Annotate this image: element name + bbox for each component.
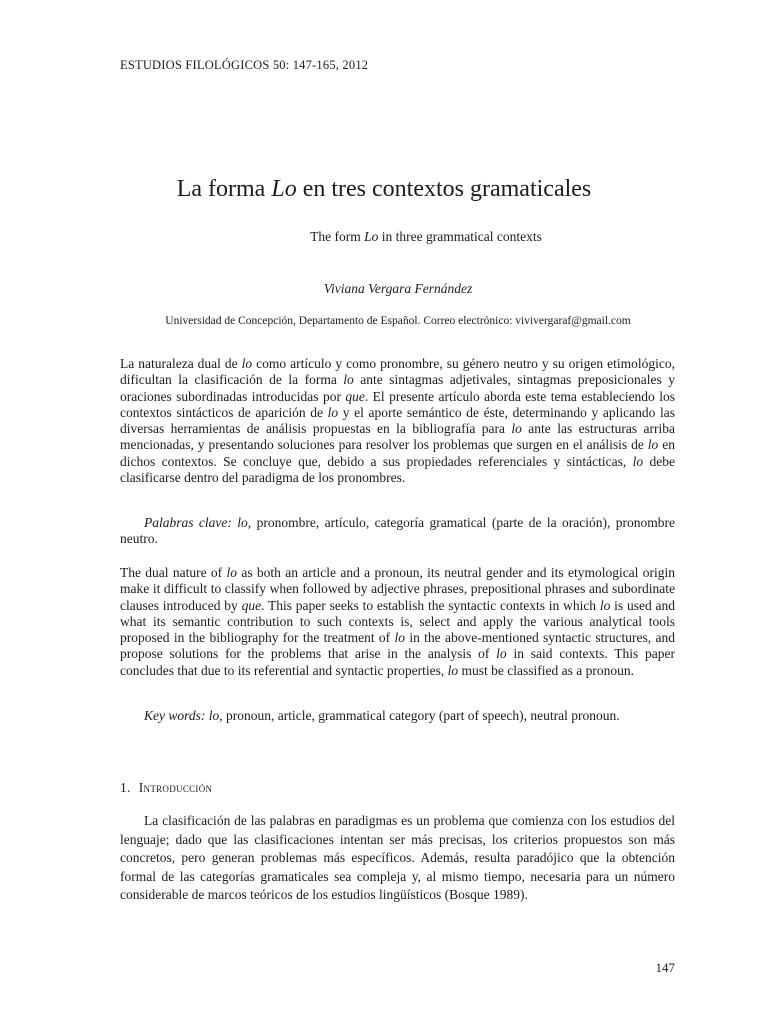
article-subtitle: [0, 229, 768, 245]
italic-term: que: [241, 597, 262, 613]
text-run: is used and what its semantic contribution to such contexts is, select and apply the various analytical tools proposed in the bibliography for the treatment of: [120, 597, 675, 646]
text-run: in the above-mentioned syntactic structures, and propose solutions for the problems that arise in the analysis of: [120, 630, 675, 662]
italic-term: que: [345, 388, 365, 404]
italic-term: lo: [226, 565, 238, 580]
keywords-label: Palabras clave:: [144, 515, 238, 530]
subtitle-italic: Lo: [364, 229, 379, 244]
italic-term: lo: [511, 421, 522, 437]
text-run: as both an article and a pronoun, its neutral gender and its etymological origin make it difficult to classify when followed by adjective phrases, prepositional phrases and subordinate clauses introduced by: [120, 565, 675, 613]
text-run: debe clasificarse dentro del paradigma de los pronombres.: [120, 453, 676, 486]
text-run: The dual nature of: [120, 565, 227, 580]
text-run: ante sintagmas adjetivales, sintagmas preposicionales y oraciones subordinadas introducidas por: [120, 372, 675, 404]
subtitle-pre: The form: [310, 229, 365, 244]
text-run: y el aporte semántico de éste, determinando y aplicando las diversas herramientas de análisis propuestas en la bibliografía para: [120, 404, 675, 437]
text-run: en dichos contextos. Se concluye que, debido a sus propiedades referenciales y sintácticas,: [120, 437, 675, 469]
keywords-english: [120, 708, 675, 724]
keywords-list: , pronombre, artículo, categoría gramatical (parte de la oración), pronombre neutro.: [120, 515, 675, 547]
abstract-english: [120, 565, 675, 679]
author-affiliation: Universidad de Concepción, Departamento de Español. Correo electrónico: vivivergaraf@gmail.com: [165, 315, 631, 327]
title-pre: La forma: [176, 176, 272, 202]
italic-term: lo: [632, 453, 644, 469]
journal-header: ESTUDIOS FILOLÓGICOS 50: 147-165, 2012: [120, 58, 369, 72]
text-run: como artículo y como pronombre, su género neutro y su origen etimológico, dificultan la clasificación de la forma: [120, 356, 675, 388]
italic-term: lo: [599, 597, 611, 613]
title-post: en tres contextos gramaticales: [296, 176, 592, 202]
italic-term: lo: [343, 372, 354, 388]
section-title: Introducción: [138, 780, 213, 795]
keywords-list: , pronoun, article, grammatical category (part of speech), neutral pronoun.: [219, 708, 620, 723]
title-italic: Lo: [271, 176, 297, 202]
keywords-label: Key words:: [144, 708, 209, 723]
italic-term: lo: [208, 708, 220, 723]
subtitle-post: in three grammatical contexts: [378, 229, 542, 244]
page-number: 147: [655, 960, 675, 975]
italic-term: lo: [237, 515, 248, 530]
text-run: . El presente artículo aborda este tema estableciendo los contextos sintácticos de aparición de: [120, 388, 675, 420]
text-run: . This paper seeks to establish the syntactic contexts in which: [261, 597, 600, 613]
italic-term: lo: [327, 404, 339, 420]
article-title: [0, 172, 768, 206]
italic-term: lo: [447, 662, 459, 678]
section-number: 1.: [120, 780, 131, 795]
text-run: La naturaleza dual de: [120, 356, 242, 371]
text-run: in said contexts. This paper concludes that due to its referential and syntactic properties,: [120, 646, 675, 678]
keywords-spanish: [120, 515, 675, 548]
text-run: must be classified as a pronoun.: [458, 662, 634, 678]
author-name: Viviana Vergara Fernández: [323, 281, 473, 296]
italic-term: lo: [241, 356, 253, 371]
italic-term: lo: [394, 630, 406, 646]
abstract-spanish: [120, 356, 675, 486]
text-run: ante las estructuras arriba mencionadas, y presentando soluciones para resolver los problemas que surgen en el análisis de: [120, 421, 675, 453]
intro-paragraph: La clasificación de las palabras en paradigmas es un problema que comienza con los estudios del lenguaje; dado que las clasificaciones intentan ser más precisas, los criterios propuestos son más concretos, pero generan problemas más específicos. Además, resulta paradójico que la obtención formal de las categorías gramaticales sea compleja y, al mismo tiempo, necesaria para un número considerable de marcos teóricos de los estudios lingüísticos (Bosque 1989).: [120, 813, 675, 902]
italic-term: lo: [496, 646, 507, 662]
section-heading: [120, 780, 212, 796]
italic-term: lo: [647, 437, 659, 453]
